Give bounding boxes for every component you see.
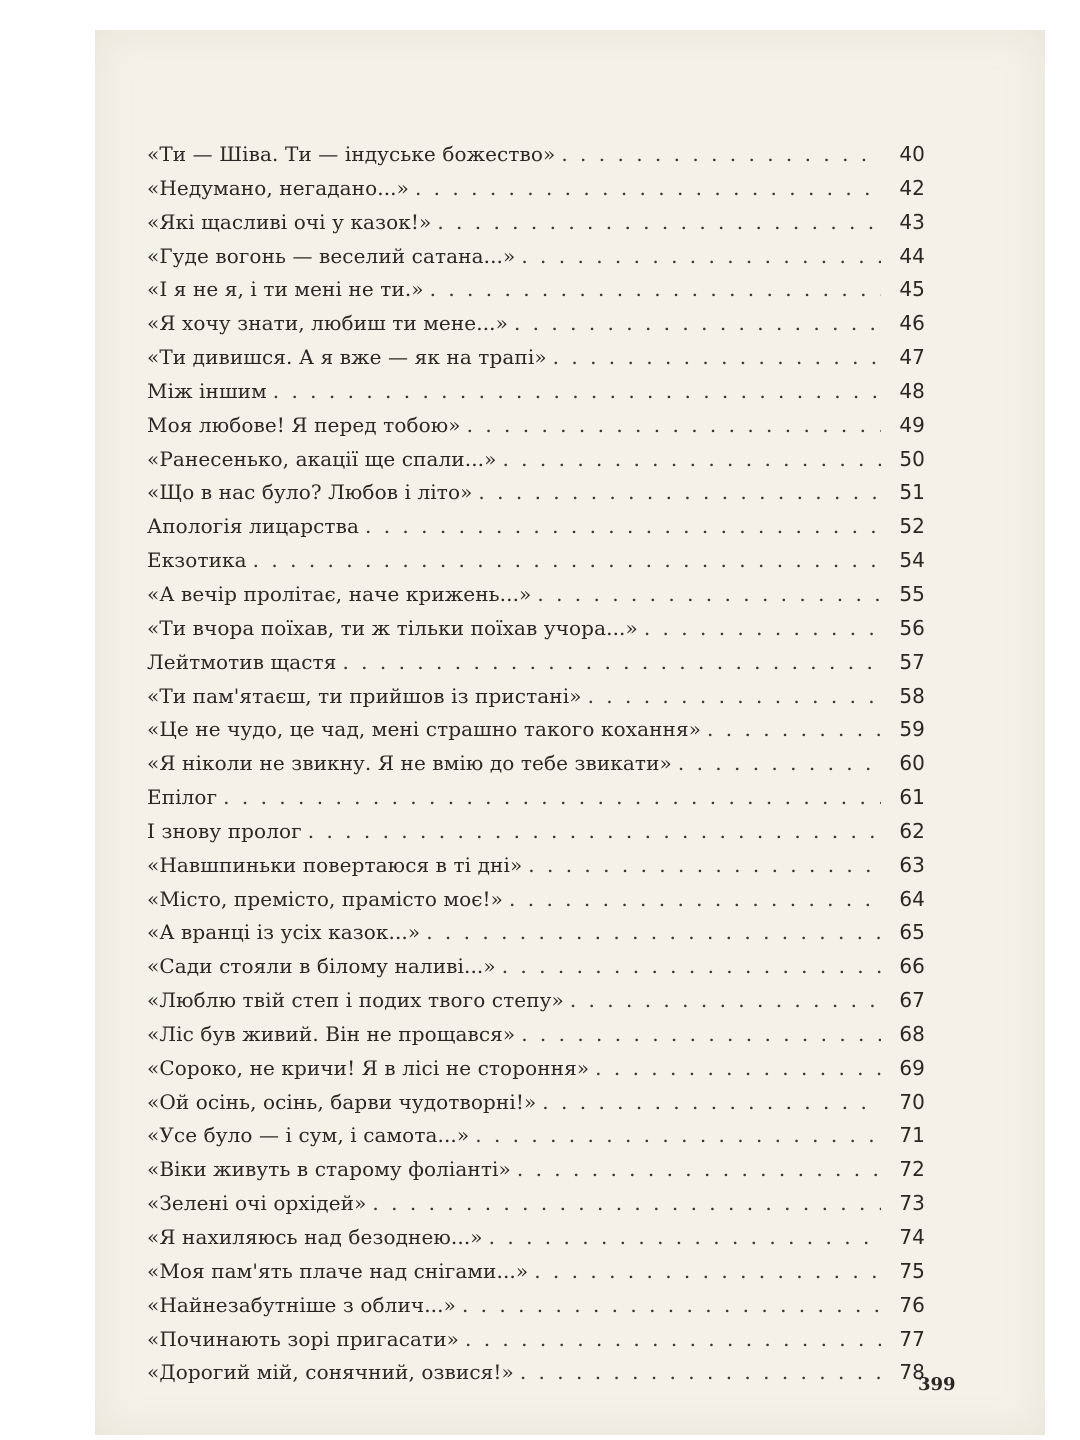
toc-dot-leader	[521, 1022, 881, 1046]
toc-entry-title: «Сороко, не кричи! Я в лісі не стороння»	[147, 1055, 590, 1080]
toc-entry	[147, 514, 925, 548]
toc-entry-page: 69	[899, 1055, 925, 1080]
toc-entry	[147, 819, 925, 853]
toc-dot-leader	[517, 1157, 881, 1181]
toc-entry	[147, 988, 925, 1022]
toc-entry-page: 57	[899, 649, 925, 674]
toc-dot-leader	[534, 1259, 881, 1283]
toc-entry	[147, 311, 925, 345]
toc-entry-title: «Ти — Шіва. Ти — індуське божество»	[147, 142, 556, 166]
toc-entry	[147, 582, 925, 616]
toc-entry-page: 49	[899, 412, 925, 437]
toc-dot-leader	[570, 988, 881, 1012]
toc-entry-page: 66	[899, 954, 925, 979]
toc-entry	[147, 650, 925, 684]
toc-entry	[147, 853, 925, 887]
toc-entry-page: 48	[899, 378, 925, 403]
toc-entry	[147, 1225, 925, 1259]
toc-dot-leader	[365, 514, 881, 538]
toc-entry-title: «Ліс був живий. Він не прощався»	[147, 1021, 516, 1046]
toc-entry-title: «Це не чудо, це чад, мені страшно такого кохання»	[147, 717, 702, 742]
toc-entry-title: «Недумано, негадано...»	[147, 175, 409, 200]
toc-entry-title: «Ранесенько, акації ще спали...»	[147, 446, 497, 471]
toc-dot-leader	[462, 1293, 881, 1317]
toc-dot-leader	[372, 1191, 881, 1215]
toc-dot-leader	[595, 1056, 881, 1080]
toc-entry-title: «Зелені очі орхідей»	[147, 1191, 367, 1216]
toc-entry-page: 52	[899, 514, 925, 539]
toc-entry-page: 71	[899, 1123, 925, 1148]
toc-entry	[147, 480, 925, 514]
toc-dot-leader	[644, 616, 881, 640]
toc-entry-title: «Віки живуть в старому фоліанті»	[147, 1157, 511, 1182]
toc-entry-title: «Ой осінь, осінь, барви чудотворні!»	[147, 1089, 537, 1114]
toc-entry	[147, 616, 925, 650]
toc-dot-leader	[707, 717, 881, 741]
toc-entry	[147, 785, 925, 819]
toc-dot-leader	[273, 379, 881, 403]
toc-entry-page: 42	[899, 175, 925, 200]
toc-entry-title: Апологія лицарства	[147, 514, 359, 539]
toc-entry-page: 55	[899, 581, 925, 606]
toc-dot-leader	[561, 142, 881, 166]
toc-entry	[147, 277, 925, 311]
toc-entry-page: 56	[899, 615, 925, 640]
toc-entry-page: 74	[899, 1225, 925, 1249]
toc-entry	[147, 684, 925, 718]
toc-dot-leader	[520, 1360, 881, 1384]
toc-entry	[147, 1157, 925, 1191]
toc-entry-page: 72	[899, 1157, 925, 1182]
toc-entry	[147, 1191, 925, 1225]
toc-dot-leader	[502, 447, 881, 471]
toc-entry	[147, 1293, 925, 1327]
toc-entry-page: 43	[899, 209, 925, 234]
toc-dot-leader	[514, 311, 881, 335]
toc-dot-leader	[308, 819, 881, 843]
toc-entry	[147, 1123, 925, 1157]
toc-dot-leader	[678, 751, 881, 775]
toc-entry-page: 61	[899, 785, 925, 810]
toc-entry-title: «Дорогий мій, сонячний, озвися!»	[147, 1360, 514, 1385]
toc-dot-leader	[342, 650, 881, 674]
toc-entry	[147, 345, 925, 379]
toc-entry	[147, 887, 925, 921]
toc-entry-page: 58	[899, 683, 925, 708]
toc-entry-title: «Усе було — і сум, і самота...»	[147, 1123, 470, 1148]
toc-entry	[147, 447, 925, 481]
toc-entry	[147, 717, 925, 751]
toc-dot-leader	[553, 345, 881, 369]
toc-entry	[147, 1090, 925, 1124]
toc-dot-leader	[521, 244, 881, 268]
toc-dot-leader	[415, 176, 881, 200]
toc-dot-leader	[489, 1225, 881, 1249]
toc-entry-title: «Ти вчора поїхав, ти ж тільки поїхав учора...»	[147, 615, 638, 640]
toc-entry	[147, 751, 925, 785]
toc-entry	[147, 176, 925, 210]
toc-dot-leader	[223, 785, 881, 809]
toc-dot-leader	[537, 582, 881, 606]
toc-entry	[147, 1327, 925, 1361]
toc-entry-page: 50	[899, 446, 925, 471]
toc-entry-title: «Я ніколи не звикну. Я не вмію до тебе звикати»	[147, 751, 672, 776]
toc-dot-leader	[528, 853, 881, 877]
toc-entry-title: Екзотика	[147, 548, 247, 573]
toc-entry-title: «Сади стояли в білому наливі...»	[147, 954, 496, 979]
toc-entry-page: 60	[899, 751, 925, 776]
toc-entry-page: 44	[899, 243, 925, 268]
toc-entry-page: 77	[899, 1326, 925, 1351]
toc-entry	[147, 548, 925, 582]
toc-entry-page: 73	[899, 1191, 925, 1216]
toc-entry	[147, 1056, 925, 1090]
toc-entry-title: «Люблю твій степ і подих твого степу»	[147, 988, 564, 1013]
toc-entry-page: 70	[899, 1089, 925, 1114]
toc-entry-page: 47	[899, 345, 925, 370]
toc-entry	[147, 1360, 925, 1394]
toc-dot-leader	[588, 684, 881, 708]
toc-entry-title: «Які щасливі очі у казок!»	[147, 209, 432, 234]
toc-dot-leader	[509, 887, 881, 911]
toc-entry-page: 78	[899, 1360, 925, 1385]
toc-entry	[147, 1022, 925, 1056]
toc-dot-leader	[430, 277, 881, 301]
table-of-contents	[147, 142, 925, 1394]
toc-entry	[147, 954, 925, 988]
toc-dot-leader	[542, 1090, 881, 1114]
toc-entry-title: «Гуде вогонь — веселий сатана...»	[147, 243, 516, 268]
toc-dot-leader	[253, 548, 881, 572]
toc-entry-page: 67	[899, 988, 925, 1013]
toc-dot-leader	[478, 480, 881, 504]
toc-entry-page: 51	[899, 480, 925, 505]
toc-entry-title: «А вранці із усіх казок...»	[147, 920, 421, 945]
toc-entry-title: «І я не я, і ти мені не ти.»	[147, 277, 424, 302]
toc-entry	[147, 379, 925, 413]
toc-entry-page: 59	[899, 717, 925, 742]
toc-entry-title: «Ти дивишся. А я вже — як на трапі»	[147, 345, 547, 370]
toc-entry-title: «Починають зорі пригасати»	[147, 1326, 459, 1351]
toc-entry-title: «А вечір пролітає, наче крижень...»	[147, 581, 532, 606]
toc-dot-leader	[426, 920, 881, 944]
toc-entry-page: 75	[899, 1258, 925, 1283]
toc-entry-title: «Я нахиляюсь над безоднею...»	[147, 1225, 483, 1249]
toc-entry-title: Лейтмотив щастя	[147, 649, 337, 674]
toc-entry-title: «Що в нас було? Любов і літо»	[147, 480, 473, 505]
toc-dot-leader	[475, 1123, 881, 1147]
toc-entry-page: 76	[899, 1292, 925, 1317]
toc-entry-title: Епілог	[147, 785, 218, 810]
page-number: 399	[918, 1374, 956, 1395]
toc-entry-title: «Місто, премісто, прамісто моє!»	[147, 886, 504, 911]
toc-entry-title: І знову пролог	[147, 818, 302, 843]
toc-entry	[147, 413, 925, 447]
toc-dot-leader	[465, 1327, 881, 1351]
toc-dot-leader	[502, 954, 881, 978]
toc-entry-title: «Я хочу знати, любиш ти мене...»	[147, 311, 508, 336]
toc-entry-title: «Моя пам'ять плаче над снігами...»	[147, 1258, 529, 1283]
toc-entry	[147, 142, 925, 176]
toc-dot-leader	[467, 413, 881, 437]
toc-entry	[147, 920, 925, 954]
toc-entry-title: «Найнезабутніше з облич...»	[147, 1292, 456, 1317]
toc-entry-title: «Ти пам'ятаєш, ти прийшов із пристані»	[147, 683, 582, 708]
toc-entry-page: 68	[899, 1021, 925, 1046]
toc-dot-leader	[437, 210, 881, 234]
toc-entry-title: «Навшпиньки повертаюся в ті дні»	[147, 852, 523, 877]
toc-entry-page: 62	[899, 818, 925, 843]
toc-entry-page: 65	[899, 920, 925, 945]
toc-entry-page: 45	[899, 277, 925, 302]
toc-entry-page: 40	[899, 142, 925, 166]
toc-entry-title: Моя любове! Я перед тобою»	[147, 412, 461, 437]
toc-entry-page: 46	[899, 311, 925, 336]
toc-entry-page: 63	[899, 852, 925, 877]
toc-entry-title: Між іншим	[147, 378, 267, 403]
toc-entry	[147, 210, 925, 244]
toc-entry	[147, 1259, 925, 1293]
toc-entry	[147, 244, 925, 278]
toc-entry-page: 64	[899, 886, 925, 911]
toc-entry-page: 54	[899, 548, 925, 573]
